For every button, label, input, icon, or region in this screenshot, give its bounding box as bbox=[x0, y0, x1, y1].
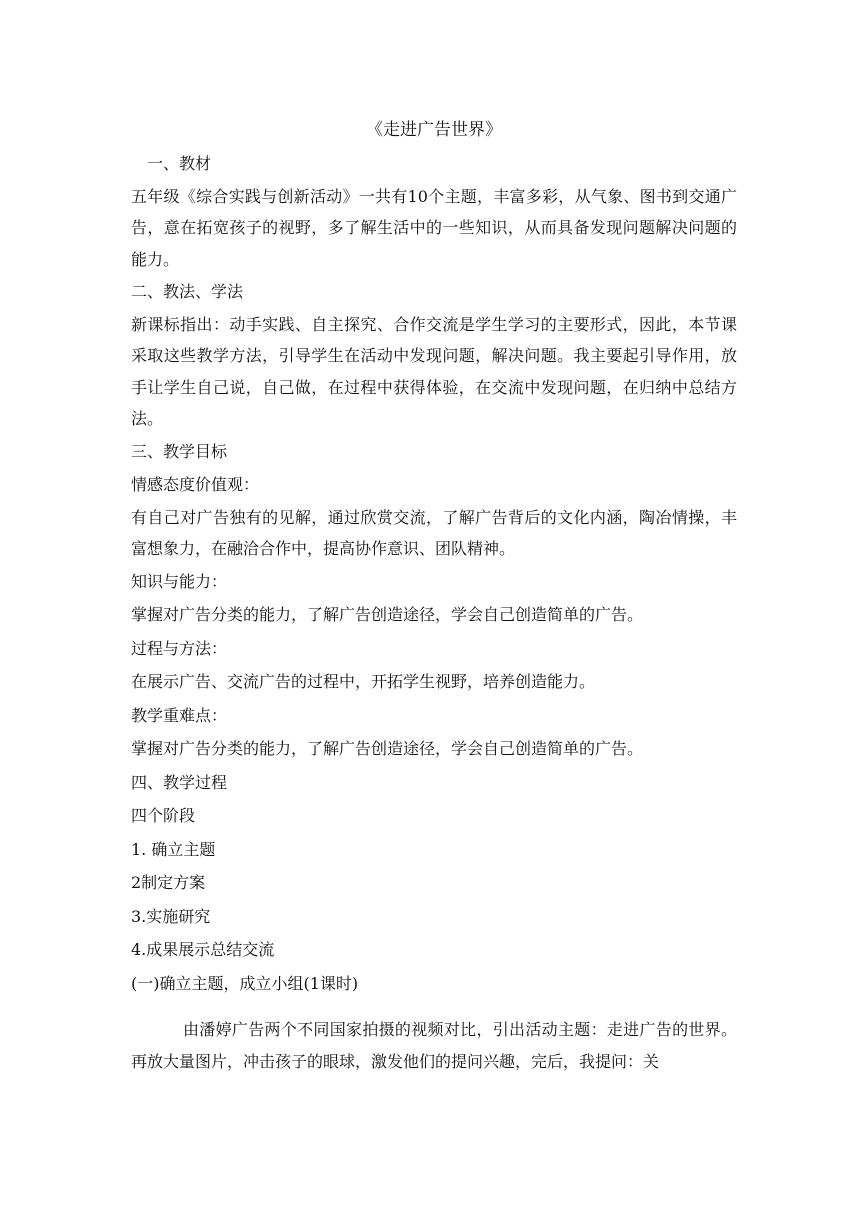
stage-item: 1. 确立主题 bbox=[131, 839, 216, 859]
goal-text-process: 在展示广告、交流广告的过程中，开拓学生视野，培养创造能力。 bbox=[131, 672, 596, 691]
subsection-heading-topic: (一)确立主题，成立小组(1课时) bbox=[131, 973, 359, 993]
goal-label-values: 情感态度价值观： bbox=[131, 475, 260, 494]
goal-text-values: 有自己对广告独有的见解，通过欣赏交流，了解广告背后的文化内涵，陶冶情操，丰富想象力，在融洽合作中，提高协作意识、团队精神。 bbox=[131, 507, 737, 558]
goal-label-key-points: 教学重难点： bbox=[131, 705, 228, 725]
subsection-paragraph-topic: 由潘婷广告两个不同国家拍摄的视频对比，引出活动主题：走进广告的世界。再放大量图片，冲击孩子的眼球，激发他们的提问兴趣，完后，我提问：关 bbox=[131, 1020, 737, 1071]
stage-item: 4.成果展示总结交流 bbox=[131, 940, 275, 959]
section-heading-goals: 三、教学目标 bbox=[131, 441, 228, 461]
section-heading-methods: 二、教法、学法 bbox=[131, 282, 244, 301]
goal-text-key-points: 掌握对广告分类的能力，了解广告创造途径，学会自己创造简单的广告。 bbox=[131, 739, 644, 758]
paragraph-spacer bbox=[131, 1000, 737, 1014]
document-title: 《走进广告世界》 bbox=[366, 120, 502, 140]
stage-item: 3.实施研究 bbox=[131, 906, 211, 926]
stage-item: 2制定方案 bbox=[131, 873, 206, 892]
stages-label: 四个阶段 bbox=[131, 806, 196, 825]
section-paragraph-textbook: 五年级《综合实践与创新活动》一共有10个主题，丰富多彩，从气象、图书到交通广告，意在拓宽孩子的视野，多了解生活中的一些知识，从而具备发现问题解决问题的能力。 bbox=[131, 186, 737, 269]
goal-text-knowledge: 掌握对广告分类的能力，了解广告创造途径，学会自己创造简单的广告。 bbox=[131, 605, 644, 624]
section-heading-process: 四、教学过程 bbox=[131, 772, 228, 792]
goal-label-knowledge: 知识与能力： bbox=[131, 571, 228, 591]
section-paragraph-methods: 新课标指出：动手实践、自主探究、合作交流是学生学习的主要形式，因此，本节课采取这些教学方法，引导学生在活动中发现问题，解决问题。我主要起引导作用，放手让学生自己说，自己做，在过程中获得体验，在交流中发现问题，在归纳中总结方法。 bbox=[131, 314, 737, 428]
goal-label-process: 过程与方法： bbox=[131, 638, 228, 658]
section-heading-textbook: 一、教材 bbox=[147, 154, 212, 173]
document-body bbox=[131, 114, 737, 1077]
